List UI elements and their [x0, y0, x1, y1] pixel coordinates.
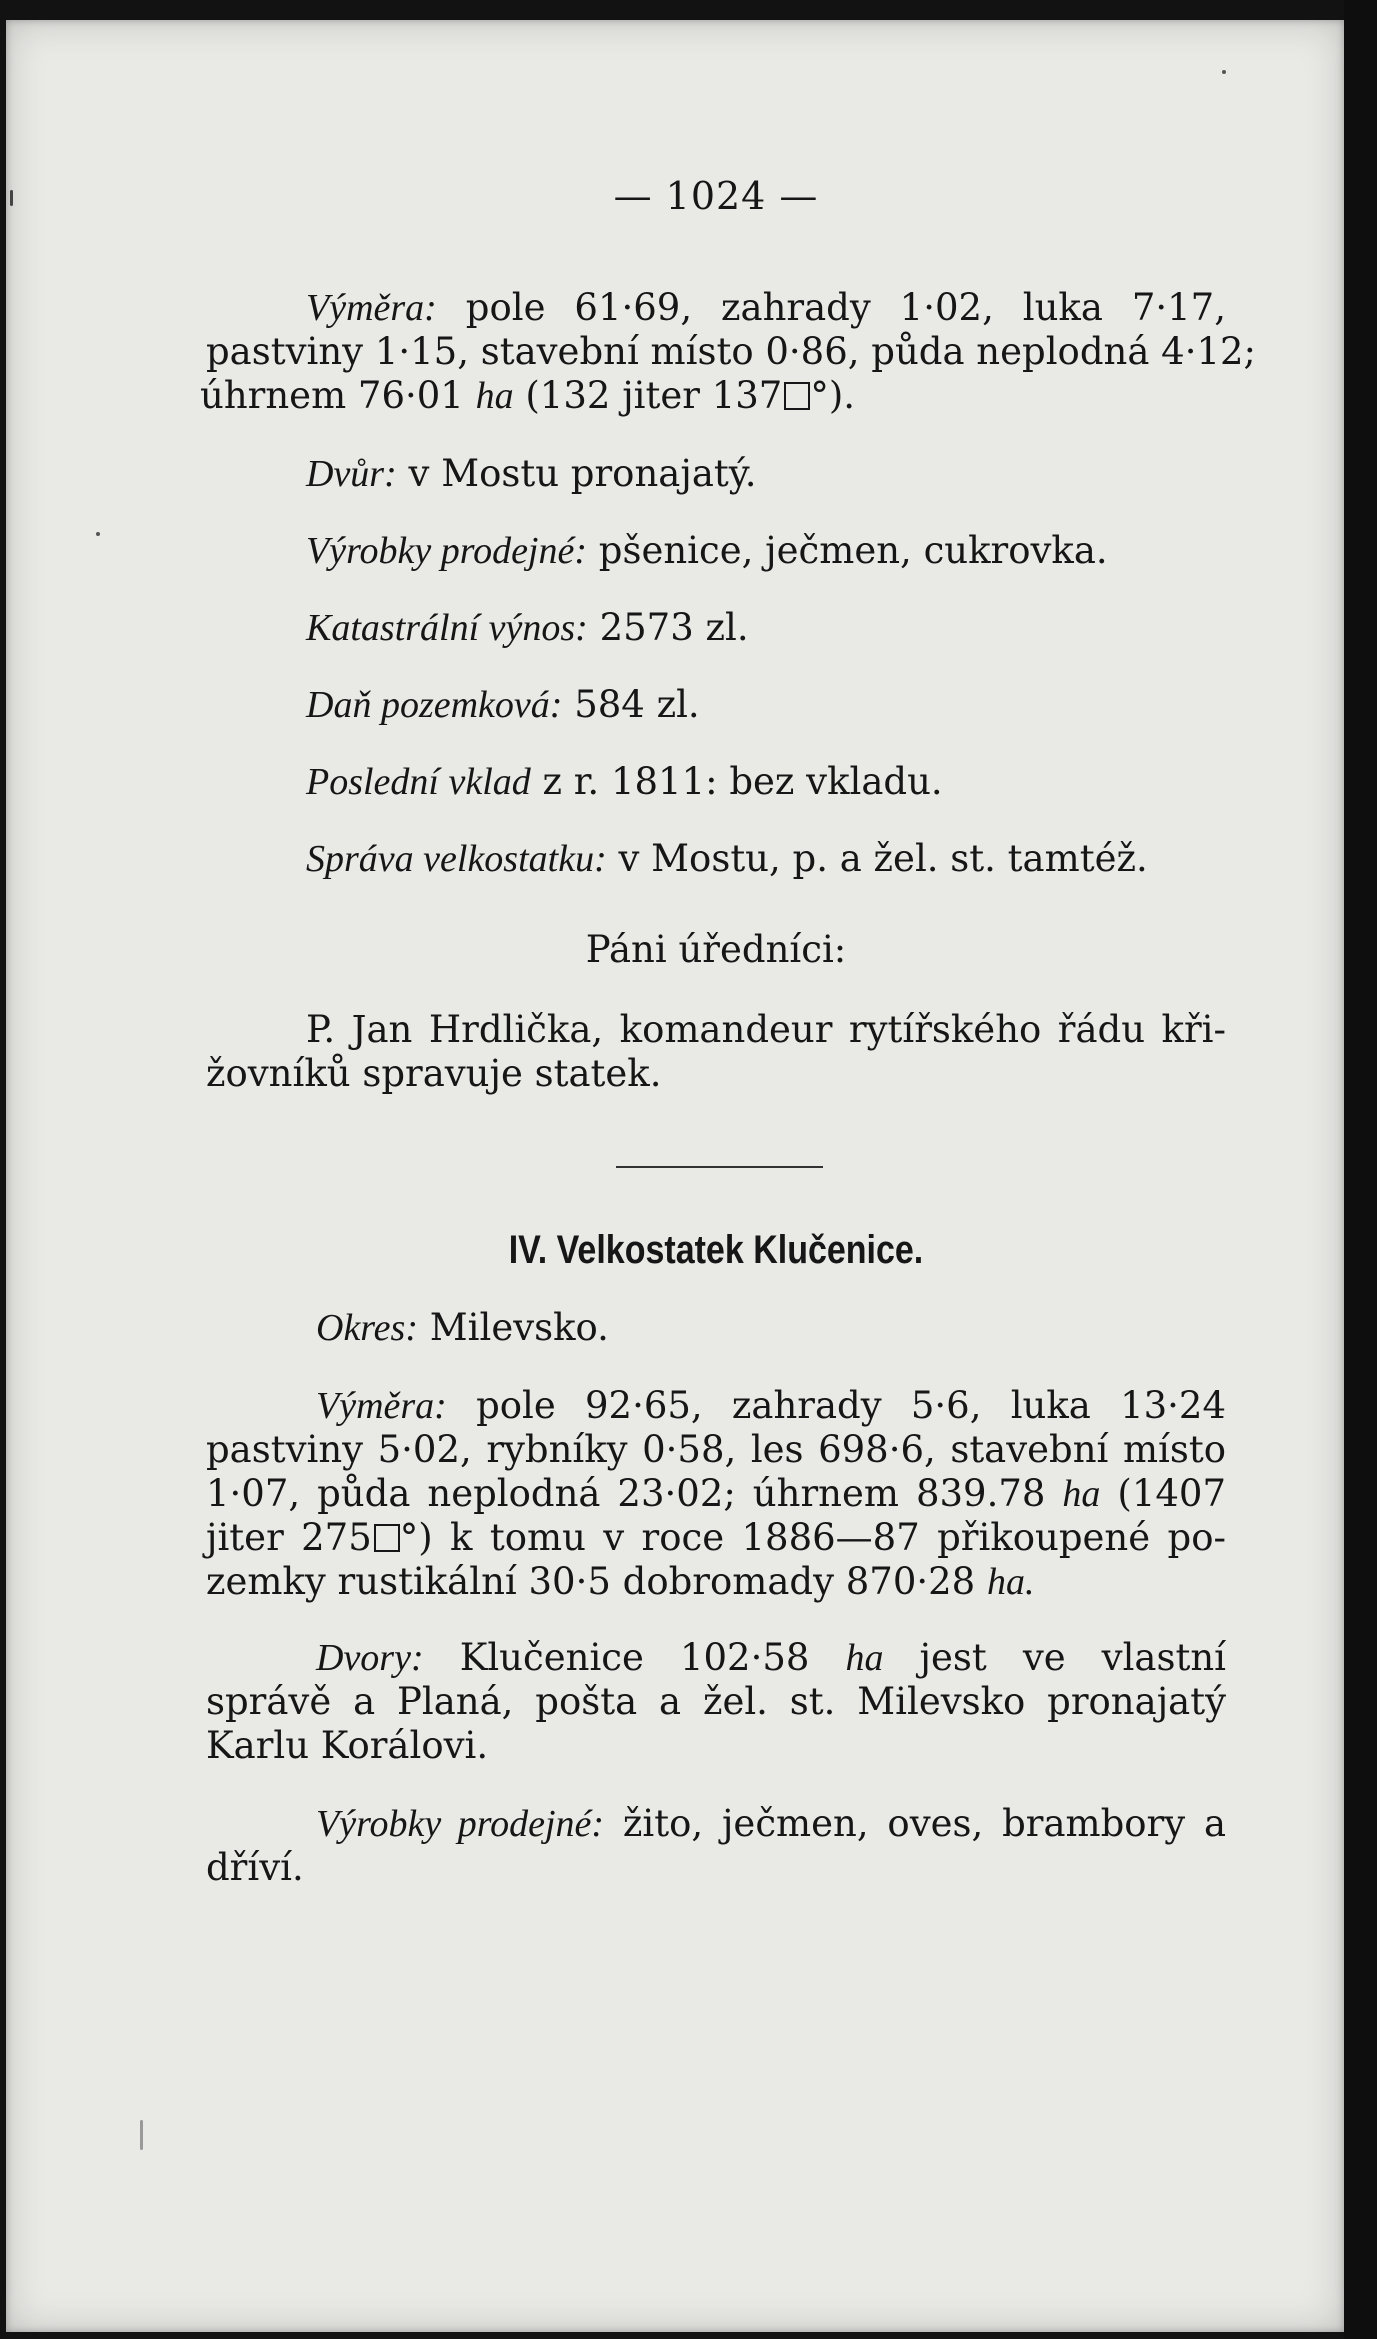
scan-speck: [10, 190, 13, 206]
vymera-line-3: úhrnem 76·01 ha (132 jiter 137 °).: [200, 374, 856, 417]
sprava-line: Správa velkostatku: v Mostu, p. a žel. st. tamtéž.: [306, 837, 1148, 880]
vymera-line-1: Výměra: pole 61·69, zahrady 1·02, luka 7·17,: [306, 286, 1226, 329]
dvory-line-2: správě a Planá, pošta a žel. st. Milevsko pronajatý: [206, 1680, 1226, 1723]
dan-line: Daň pozemková: 584 zl.: [306, 683, 700, 726]
scan-speck: [140, 2120, 143, 2150]
dvory-line-3: Karlu Korálovi.: [206, 1724, 489, 1767]
vyrobky2-line-1: Výrobky prodejné: žito, ječmen, oves, brambory a: [316, 1802, 1227, 1845]
vymera2-line-5: zemky rustikální 30·5 dobromady 870·28 ha.: [206, 1560, 1035, 1603]
dvur-line: Dvůr: v Mostu pronajatý.: [306, 452, 757, 495]
page-edge-shadow: [1344, 0, 1377, 2339]
square-unit-icon: [784, 382, 810, 410]
urednici-heading: Páni úředníci:: [585, 928, 847, 971]
section-divider: [616, 1166, 823, 1168]
urednici-line-1: P. Jan Hrdlička, komandeur rytířského řádu kři-: [306, 1008, 1226, 1051]
page-number: — 1024 —: [613, 174, 819, 218]
vymera2-line-3: 1·07, půda neplodná 23·02; úhrnem 839.78 ha (1407: [206, 1472, 1226, 1515]
vyrobky-line: Výrobky prodejné: pšenice, ječmen, cukrovka.: [306, 529, 1108, 572]
vyrobky2-line-2: dříví.: [206, 1846, 304, 1889]
vymera2-line-2: pastviny 5·02, rybníky 0·58, les 698·6, stavební místo: [206, 1428, 1226, 1471]
katastr-line: Katastrální výnos: 2573 zl.: [306, 606, 749, 649]
okres-line: Okres: Milevsko.: [316, 1306, 609, 1349]
vymera2-line-1: Výměra: pole 92·65, zahrady 5·6, luka 13·24: [316, 1384, 1226, 1427]
vymera-label: Výměra:: [306, 287, 437, 329]
vymera-line-2: pastviny 1·15, stavební místo 0·86, půda neplodná 4·12;: [206, 330, 1257, 373]
dvory-line-1: Dvory: Klučenice 102·58 ha jest ve vlastní: [316, 1636, 1226, 1679]
scan-speck: [96, 532, 100, 536]
scan-speck: [1222, 70, 1226, 74]
section-heading: IV. Velkostatek Klučenice.: [508, 1228, 924, 1272]
urednici-line-2: žovníků spravuje statek.: [206, 1052, 662, 1095]
vklad-line: Poslední vklad z r. 1811: bez vkladu.: [306, 760, 943, 803]
vymera2-line-4: jiter 275 °) k tomu v roce 1886—87 přikoupené po-: [206, 1516, 1226, 1559]
square-unit-icon: [374, 1524, 400, 1552]
